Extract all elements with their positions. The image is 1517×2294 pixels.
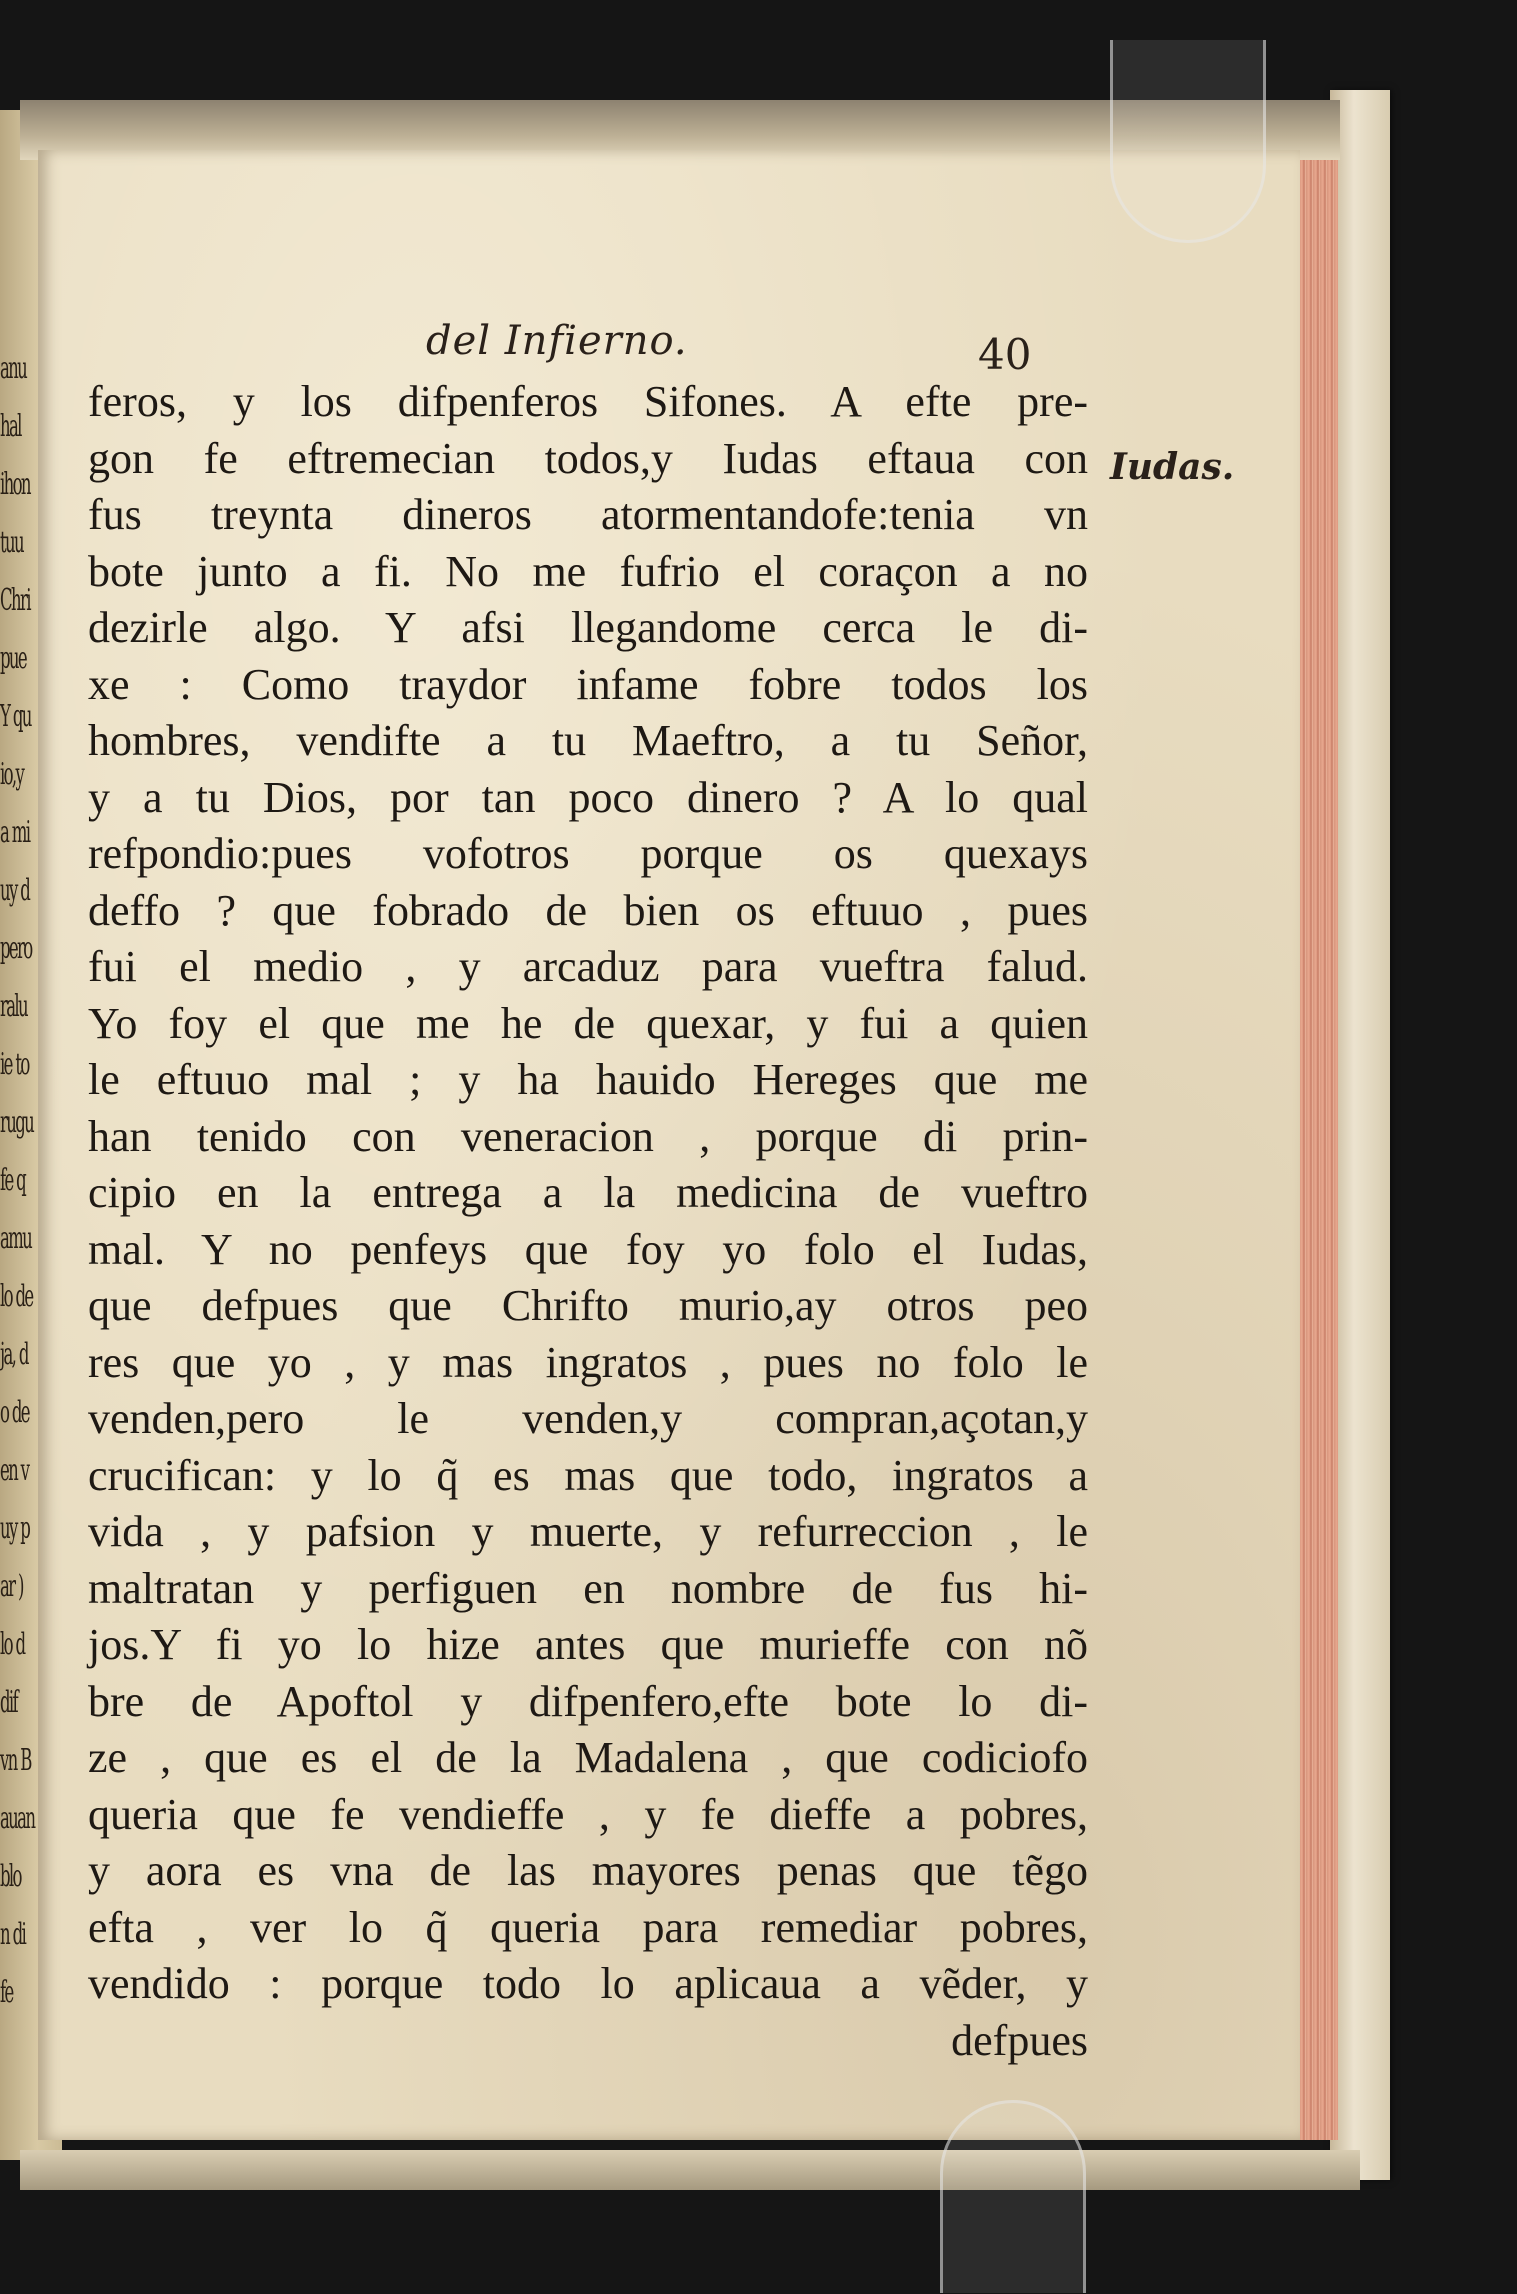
holding-clip-bottom [940,2100,1086,2293]
book-cover-edge [1330,90,1390,2180]
adjacent-text-fragment: ihon [0,467,30,502]
adjacent-text-fragment: ralu [0,989,28,1024]
text-line: efta , ver lo q̃ queria para remediar pobres, [88,1902,1088,1952]
adjacent-text-fragment: ar ) [0,1569,23,1604]
adjacent-text-fragment: Chri [0,583,30,618]
text-line: refpondio:pues vofotros porque os quexays [88,829,1088,878]
adjacent-text-fragment: a mi [0,815,30,850]
adjacent-text-fragment: uy d [0,873,30,908]
adjacent-text-fragment: pero [0,931,32,966]
text-line: mal. Y no penfeys que foy yo folo el Iudas, [88,1224,1088,1274]
text-line: defpues [951,2015,1088,2065]
adjacent-text-fragment: rugu [0,1105,34,1140]
binding-shadow-bottom [20,2150,1360,2190]
page-number: 40 [978,330,1032,379]
text-line: deffo ? que fobrado de bien os eftuuo , pues [88,885,1088,935]
text-line: hombres, vendifte a tu Maeftro, a tu Señor, [88,716,1088,765]
adjacent-text-fragment: fe [0,1975,13,2010]
adjacent-text-fragment: lo de [0,1279,33,1314]
text-line: crucifican: y lo q̃ es mas que todo, ingratos a [88,1450,1088,1500]
adjacent-text-fragment: vn B [0,1743,31,1778]
holding-clip-top [1110,40,1266,243]
adjacent-text-fragment: anu [0,351,27,386]
adjacent-text-fragment: n di [0,1917,26,1952]
adjacent-text-fragment: en v [0,1453,29,1488]
text-line: fui el medio , y arcaduz para vueftra falud. [88,942,1088,991]
text-line: fus treynta dineros atormentandofe:tenia vn [88,490,1088,539]
adjacent-text-fragment: dif [0,1685,17,1720]
margin-note: Iudas. [1110,446,1235,488]
running-title: del Infierno. [426,318,688,364]
adjacent-text-fragment: tuu [0,525,23,560]
text-line: xe : Como traydor infame fobre todos los [88,659,1088,709]
text-line: ze , que es el de la Madalena , que codiciofo [88,1733,1088,1782]
text-line: y a tu Dios, por tan poco dinero ? A lo qual [88,772,1088,822]
body-text [88,374,1088,2069]
text-line: queria que fe vendieffe , y fe dieffe a pobres, [88,1789,1088,1839]
adjacent-text-fragment: auan [0,1801,35,1836]
text-line: maltratan y perfiguen en nombre de fus hi- [88,1563,1088,1613]
text-line: bre de Apoftol y difpenfero,efte bote lo di- [88,1676,1088,1726]
adjacent-text-fragment: pue [0,641,27,676]
adjacent-text-fragment: Y qu [0,699,31,734]
text-line: que defpues que Chrifto murio,ay otros peo [88,1281,1088,1330]
text-line: le eftuuo mal ; y ha hauido Hereges que me [88,1055,1088,1104]
text-line: Yo foy el que me he de quexar, y fui a quien [88,998,1088,1048]
adjacent-text-fragment: amu [0,1221,32,1256]
adjacent-text-fragment: ja, d [0,1337,28,1372]
text-line: cipio en la entrega a la medicina de vueftro [88,1168,1088,1217]
text-line: dezirle algo. Y afsi llegandome cerca le di- [88,603,1088,652]
text-line: y aora es vna de las mayores penas que tẽgo [88,1846,1088,1895]
text-line: han tenido con veneracion , porque di prin- [88,1111,1088,1161]
adjacent-text-fragment: io,y [0,757,24,792]
adjacent-text-fragment: fe q [0,1163,26,1198]
adjacent-text-fragment: hal [0,409,21,444]
adjacent-text-fragment: uy p [0,1511,30,1546]
adjacent-text-fragment: ie to [0,1047,29,1082]
text-line: jos.Y fi yo lo hize antes que murieffe con nõ [88,1620,1088,1669]
text-line: res que yo , y mas ingratos , pues no folo le [88,1337,1088,1387]
adjacent-text-fragment: blo [0,1859,21,1894]
text-line: bote junto a fi. No me fufrio el coraçon a no [88,546,1088,596]
text-line: venden,pero le venden,y compran,açotan,y [88,1394,1088,1443]
book-page [38,150,1300,2140]
text-line: feros, y los difpenferos Sifones. A efte pre- [88,377,1088,426]
text-line: vendido : porque todo lo aplicaua a vẽder, y [88,1959,1088,2008]
text-line: vida , y pafsion y muerte, y refurreccion , le [88,1507,1088,1556]
adjacent-text-fragment: o de [0,1395,29,1430]
adjacent-text-fragment: lo d [0,1627,25,1662]
text-line: gon fe eftremecian todos,y Iudas eftaua con [88,433,1088,483]
